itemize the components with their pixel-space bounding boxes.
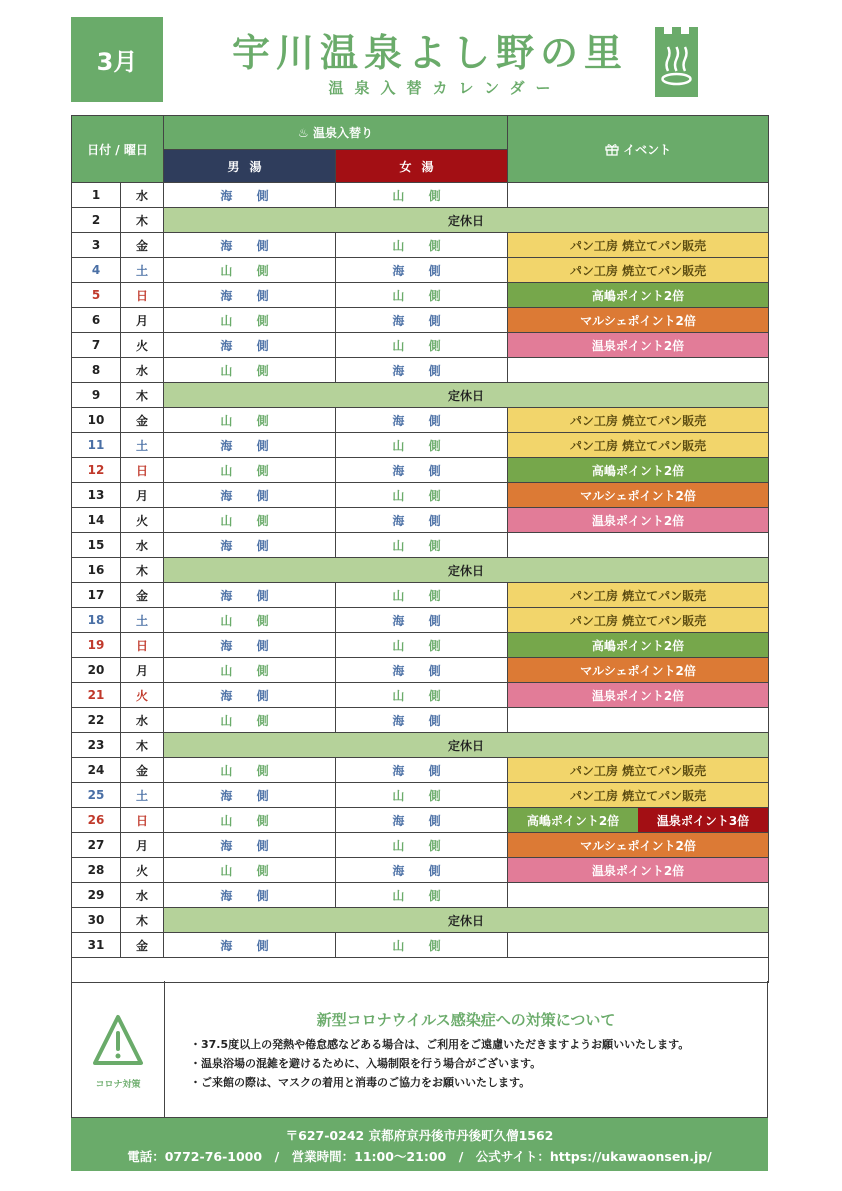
event-cell: パン工房 焼立てパン販売 [508,608,769,633]
men-bath-cell: 海 側 [164,333,336,358]
men-bath-cell: 海 側 [164,883,336,908]
men-bath-cell: 山 側 [164,508,336,533]
weekday-cell: 月 [121,308,164,333]
men-bath-cell: 山 側 [164,258,336,283]
women-bath-cell: 山 側 [336,233,508,258]
date-cell: 22 [72,708,121,733]
warning-icon [92,1013,144,1069]
men-bath-cell: 海 側 [164,783,336,808]
calendar-row [72,708,769,733]
page-title: 宇川温泉よし野の里 [231,31,628,75]
weekday-cell: 金 [121,933,164,958]
date-cell: 10 [72,408,121,433]
event-cell: パン工房 焼立てパン販売 [508,583,769,608]
date-cell: 25 [72,783,121,808]
weekday-cell: 木 [121,733,164,758]
bath-calendar-table [71,115,769,983]
event-cell [508,533,769,558]
date-cell: 6 [72,308,121,333]
event-cell [508,883,769,908]
date-cell: 18 [72,608,121,633]
weekday-cell: 日 [121,633,164,658]
weekday-cell: 月 [121,658,164,683]
calendar-row [72,683,769,708]
event-cell [508,358,769,383]
calendar-row [72,933,769,958]
calendar-row [72,408,769,433]
event-cell: パン工房 焼立てパン販売 [508,233,769,258]
men-bath-cell: 山 側 [164,858,336,883]
date-cell: 16 [72,558,121,583]
date-cell: 9 [72,383,121,408]
event-cell: 温泉ポイント2倍 [508,858,769,883]
date-cell: 20 [72,658,121,683]
date-cell: 5 [72,283,121,308]
women-bath-cell: 海 側 [336,658,508,683]
event-cell: マルシェポイント2倍 [508,308,769,333]
calendar-row [72,258,769,283]
women-bath-cell: 山 側 [336,883,508,908]
date-cell: 30 [72,908,121,933]
calendar-row [72,658,769,683]
men-bath-cell: 海 側 [164,233,336,258]
event-cell: 温泉ポイント2倍 [508,508,769,533]
page-subtitle: 温泉入替カレンダー [328,79,562,97]
weekday-cell: 日 [121,808,164,833]
calendar-row [72,733,769,758]
calendar-row [72,783,769,808]
date-cell: 13 [72,483,121,508]
women-bath-cell: 山 側 [336,433,508,458]
date-cell: 31 [72,933,121,958]
women-bath-cell: 山 側 [336,933,508,958]
calendar-row [72,333,769,358]
women-bath-cell: 海 側 [336,358,508,383]
men-bath-cell: 山 側 [164,408,336,433]
calendar-row [72,608,769,633]
women-bath-cell: 山 側 [336,333,508,358]
date-cell: 1 [72,183,121,208]
date-cell: 27 [72,833,121,858]
event-header: イベント [508,116,769,183]
weekday-cell: 月 [121,833,164,858]
closed-day-cell: 定休日 [164,733,769,758]
calendar-row [72,883,769,908]
date-cell: 7 [72,333,121,358]
calendar-row [72,233,769,258]
date-cell: 4 [72,258,121,283]
calendar-row [72,833,769,858]
event-cell: パン工房 焼立てパン販売 [508,433,769,458]
date-cell: 8 [72,358,121,383]
corona-notice [71,981,768,1118]
calendar-row [72,908,769,933]
gift-icon [605,142,619,156]
date-cell: 26 [72,808,121,833]
women-bath-cell: 海 側 [336,608,508,633]
weekday-cell: 水 [121,358,164,383]
women-bath-cell: 海 側 [336,258,508,283]
date-cell: 17 [72,583,121,608]
weekday-cell: 水 [121,708,164,733]
calendar-row [72,758,769,783]
women-bath-cell: 海 側 [336,408,508,433]
weekday-cell: 火 [121,333,164,358]
men-bath-cell: 山 側 [164,708,336,733]
corona-line: ・ご来館の際は、マスクの着用と消毒のご協力をお願いいたします。 [190,1076,531,1089]
weekday-cell: 水 [121,533,164,558]
event-cell: 温泉ポイント2倍 [508,683,769,708]
women-bath-cell: 山 側 [336,683,508,708]
women-bath-cell: 山 側 [336,633,508,658]
date-cell: 29 [72,883,121,908]
calendar-row [72,358,769,383]
men-bath-cell: 山 側 [164,608,336,633]
calendar-row [72,483,769,508]
date-cell: 15 [72,533,121,558]
weekday-cell: 水 [121,183,164,208]
men-bath-cell: 山 側 [164,758,336,783]
calendar-row [72,858,769,883]
event-cell: 温泉ポイント2倍 [508,333,769,358]
weekday-cell: 土 [121,433,164,458]
women-bath-cell: 山 側 [336,483,508,508]
calendar-row [72,433,769,458]
women-bath-cell: 海 側 [336,458,508,483]
corona-text-cell [165,981,767,1117]
women-bath-cell: 山 側 [336,833,508,858]
calendar-row [72,633,769,658]
closed-day-cell: 定休日 [164,208,769,233]
date-day-header: 日付 / 曜日 [72,116,164,183]
weekday-cell: 月 [121,483,164,508]
date-cell: 14 [72,508,121,533]
corona-icon-label: コロナ対策 [95,1080,141,1090]
closed-day-cell: 定休日 [164,558,769,583]
weekday-cell: 木 [121,908,164,933]
men-bath-cell: 海 側 [164,633,336,658]
weekday-cell: 木 [121,383,164,408]
date-cell: 23 [72,733,121,758]
men-bath-cell: 山 側 [164,358,336,383]
date-cell: 12 [72,458,121,483]
men-bath-cell: 海 側 [164,933,336,958]
date-cell: 28 [72,858,121,883]
corona-line: ・37.5度以上の発熱や倦怠感などある場合は、ご利用をご遠慮いただきますようお願いいたします。 [190,1038,690,1051]
calendar-row [72,308,769,333]
event-cell: パン工房 焼立てパン販売 [508,758,769,783]
men-bath-cell: 海 側 [164,583,336,608]
men-bath-cell: 海 側 [164,483,336,508]
event-badge: 温泉ポイント3倍 [638,808,768,832]
calendar-row [72,558,769,583]
month-badge: 3月 [71,17,163,102]
women-bath-cell: 海 側 [336,708,508,733]
calendar-row [72,533,769,558]
calendar-row [72,383,769,408]
men-bath-cell: 海 側 [164,283,336,308]
weekday-cell: 金 [121,758,164,783]
onsen-castle-logo [655,27,698,97]
men-bath-cell: 海 側 [164,683,336,708]
calendar-row [72,508,769,533]
footer-contact: 電話：0772-76-1000 / 営業時間：11:00〜21:00 / 公式サイト：https://ukawaonsen.jp/ [127,1149,712,1164]
footer [71,1118,768,1171]
event-cell [508,933,769,958]
men-bath-cell: 海 側 [164,433,336,458]
women-bath-cell: 海 側 [336,508,508,533]
men-bath-cell: 海 側 [164,533,336,558]
men-bath-cell: 海 側 [164,183,336,208]
weekday-cell: 火 [121,508,164,533]
date-cell: 11 [72,433,121,458]
calendar-row [72,458,769,483]
women-bath-cell: 海 側 [336,758,508,783]
calendar-row [72,583,769,608]
women-bath-cell: 海 側 [336,858,508,883]
event-cell: マルシェポイント2倍 [508,833,769,858]
event-cell: 高嶋ポイント2倍 [508,633,769,658]
men-bath-cell: 山 側 [164,308,336,333]
women-bath-cell: 山 側 [336,183,508,208]
calendar-row [72,183,769,208]
women-bath-cell: 海 側 [336,808,508,833]
weekday-cell: 土 [121,608,164,633]
closed-day-cell: 定休日 [164,908,769,933]
corona-title: 新型コロナウイルス感染症への対策について [316,1011,616,1029]
calendar-row [72,208,769,233]
date-cell: 3 [72,233,121,258]
footer-address: 〒627-0242 京都府京丹後市丹後町久僧1562 [285,1128,554,1143]
event-cell [508,183,769,208]
event-cell: 高嶋ポイント2倍 [508,458,769,483]
bath-swap-header: ♨ 温泉入替り [164,116,508,150]
weekday-cell: 土 [121,258,164,283]
weekday-cell: 金 [121,583,164,608]
calendar-row [72,808,769,833]
women-bath-cell: 山 側 [336,533,508,558]
women-bath-header: 女湯 [336,150,508,183]
men-bath-cell: 海 側 [164,833,336,858]
event-badge: 高嶋ポイント2倍 [508,808,638,832]
event-cell: パン工房 焼立てパン販売 [508,408,769,433]
weekday-cell: 火 [121,683,164,708]
men-bath-header: 男湯 [164,150,336,183]
corona-line: ・温泉浴場の混雑を避けるために、入場制限を行う場合がございます。 [190,1057,542,1070]
closed-day-cell: 定休日 [164,383,769,408]
weekday-cell: 金 [121,408,164,433]
men-bath-cell: 山 側 [164,658,336,683]
weekday-cell: 水 [121,883,164,908]
men-bath-cell: 山 側 [164,808,336,833]
event-cell: 高嶋ポイント2倍 [508,283,769,308]
calendar-row [72,283,769,308]
date-cell: 21 [72,683,121,708]
date-cell: 19 [72,633,121,658]
event-cell: パン工房 焼立てパン販売 [508,258,769,283]
women-bath-cell: 山 側 [336,283,508,308]
men-bath-cell: 山 側 [164,458,336,483]
weekday-cell: 土 [121,783,164,808]
weekday-cell: 木 [121,558,164,583]
weekday-cell: 日 [121,458,164,483]
event-cell [508,808,769,833]
date-cell: 2 [72,208,121,233]
weekday-cell: 火 [121,858,164,883]
women-bath-cell: 山 側 [336,783,508,808]
women-bath-cell: 山 側 [336,583,508,608]
women-bath-cell: 海 側 [336,308,508,333]
date-cell: 24 [72,758,121,783]
weekday-cell: 金 [121,233,164,258]
event-cell: マルシェポイント2倍 [508,658,769,683]
blank-row [72,958,769,983]
hot-spring-icon: ♨ [298,126,309,140]
corona-icon-cell [72,981,165,1117]
weekday-cell: 日 [121,283,164,308]
event-cell: パン工房 焼立てパン販売 [508,783,769,808]
event-cell [508,708,769,733]
event-cell: マルシェポイント2倍 [508,483,769,508]
weekday-cell: 木 [121,208,164,233]
